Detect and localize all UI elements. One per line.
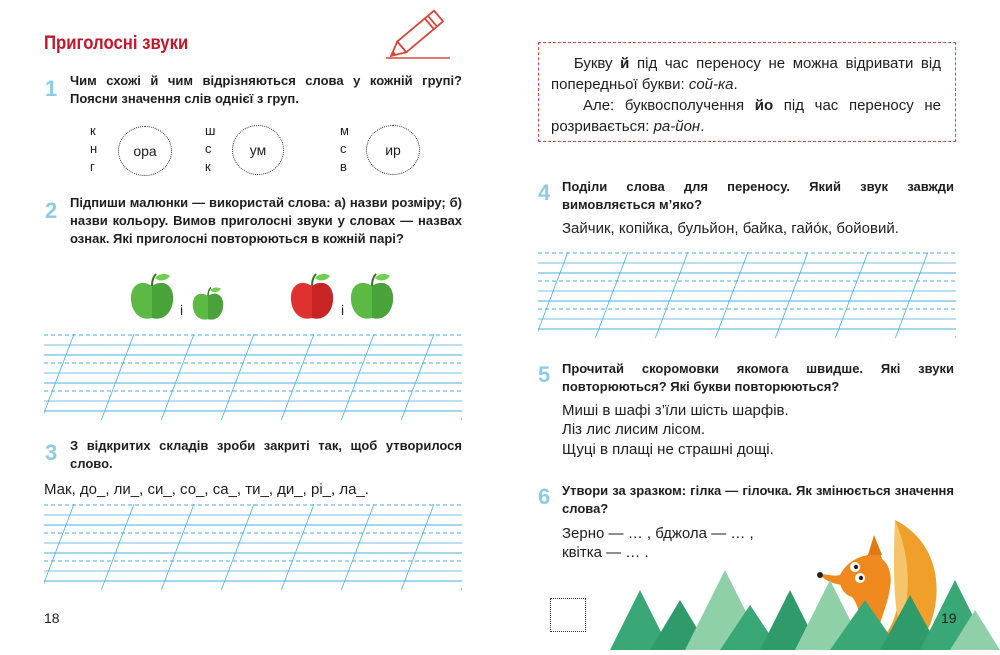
writing-lines-task4[interactable]	[538, 252, 956, 338]
task-number-5: 5	[538, 362, 551, 387]
green-apple-big	[130, 272, 174, 327]
page-number-right: 19	[941, 610, 957, 626]
task-number-4: 4	[538, 180, 551, 205]
task-number-3: 3	[45, 440, 58, 465]
tongue-twister-2: Ліз лис лисим лісом.	[562, 421, 706, 438]
tongue-twister-3: Щуці в плащі не страшні дощі.	[562, 441, 774, 458]
group3-ending: ир	[366, 125, 420, 175]
answer-square[interactable]	[550, 598, 586, 632]
green-apple-small	[192, 286, 224, 327]
task3-words: Мак, до_, ли_, си_, со_, са_, ти_, ди_, рі_, ла_.	[44, 481, 369, 498]
group2-ending: ум	[232, 125, 284, 175]
task6-line2: квітка — … .	[562, 544, 649, 561]
red-apple	[290, 272, 334, 327]
rule-box	[538, 42, 956, 142]
writing-lines-task3[interactable]	[44, 504, 462, 590]
group1-ending: ора	[118, 126, 172, 176]
task6-line1: Зерно — … , бджола — … ,	[562, 525, 754, 542]
group2-letters: ш с к	[205, 123, 216, 174]
task1-text: Чим схожі й чим відрізняються слова у кожній групі? Поясни значення слів однієї з груп.	[70, 73, 462, 106]
writing-lines-task2[interactable]	[44, 334, 462, 420]
rule-paragraph-1: Букву й під час переносу не можна відривати від попередньої букви: сой-ка.	[551, 55, 941, 93]
green-apple	[350, 272, 394, 327]
task4-words: Зайчик, копійка, бульйон, байка, гайо́к, бойовий.	[562, 220, 899, 237]
page-number-left: 18	[44, 610, 60, 626]
task6-text: Утвори за зразком: гілка — гілочка. Як змінюється значення слова?	[562, 483, 954, 516]
right-page	[500, 0, 1000, 650]
task5-text: Прочитай скоромовки якомога швидше. Які звуки повторюються? Які букви повторюються?	[562, 361, 954, 394]
pair2-conjunction: і	[341, 302, 345, 318]
task2-text: Підпиши малюнки — використай слова: а) назви розміру; б) назви кольору. Вимов приголосні звуки у словах — назвах ознак. Які приголосні повторюються в кожній парі?	[70, 195, 462, 246]
task3-text: З відкритих складів зроби закриті так, щоб утворилося слово.	[70, 438, 462, 471]
task-number-6: 6	[538, 484, 551, 509]
task-number-2: 2	[45, 198, 58, 223]
section-title: Приголосні звуки	[44, 33, 189, 54]
task4-text: Поділи слова для переносу. Який звук завжди вимовляється м’яко?	[562, 179, 954, 212]
group3-letters: м с в	[340, 123, 349, 174]
task-number-1: 1	[45, 76, 58, 101]
fir-trees	[600, 560, 1000, 655]
tongue-twister-1: Миші в шафі з’їли шість шарфів.	[562, 402, 789, 419]
rule-paragraph-2: Але: буквосполучення йо під час переносу не розривається: ра-йон.	[551, 97, 941, 135]
left-page	[0, 0, 500, 650]
group1-letters: к н г	[90, 123, 98, 174]
pair1-conjunction: і	[180, 302, 184, 318]
pencil-icon	[378, 2, 456, 69]
